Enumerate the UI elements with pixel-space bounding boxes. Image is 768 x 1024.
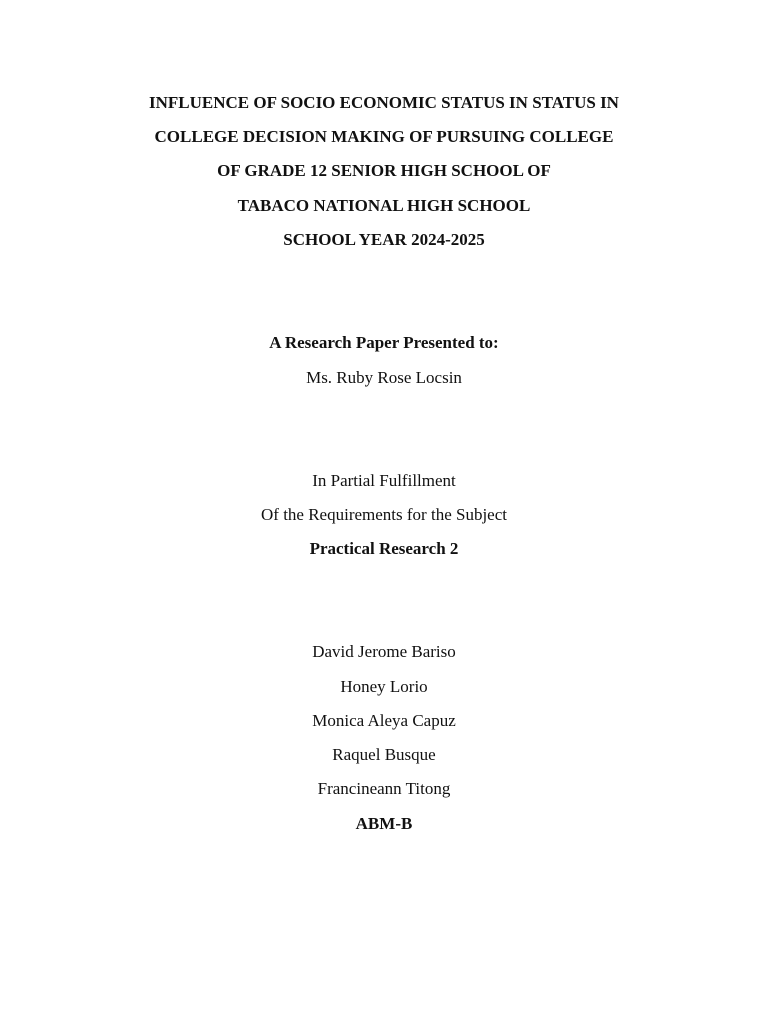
title-line-1: INFLUENCE OF SOCIO ECONOMIC STATUS IN STATUS IN [149,93,619,112]
author-name-3: Monica Aleya Capuz [312,711,456,730]
presented-heading: A Research Paper Presented to: [269,333,499,352]
title-line-3: OF GRADE 12 SENIOR HIGH SCHOOL OF [217,161,551,180]
author-name-4: Raquel Busque [332,745,436,764]
fulfillment-line-2: Of the Requirements for the Subject [261,505,507,524]
author-name-2: Honey Lorio [340,677,428,696]
title-line-2: COLLEGE DECISION MAKING OF PURSUING COLLEGE [154,127,614,146]
title-line-5: SCHOOL YEAR 2024-2025 [283,230,485,249]
presented-recipient: Ms. Ruby Rose Locsin [306,368,462,387]
fulfillment-line-1: In Partial Fulfillment [312,471,456,490]
subject-name: Practical Research 2 [309,539,459,558]
author-name-5: Francineann Titong [317,779,451,798]
title-line-4: TABACO NATIONAL HIGH SCHOOL [237,196,531,215]
section-label: ABM-B [355,814,413,833]
author-name-1: David Jerome Bariso [312,642,456,661]
